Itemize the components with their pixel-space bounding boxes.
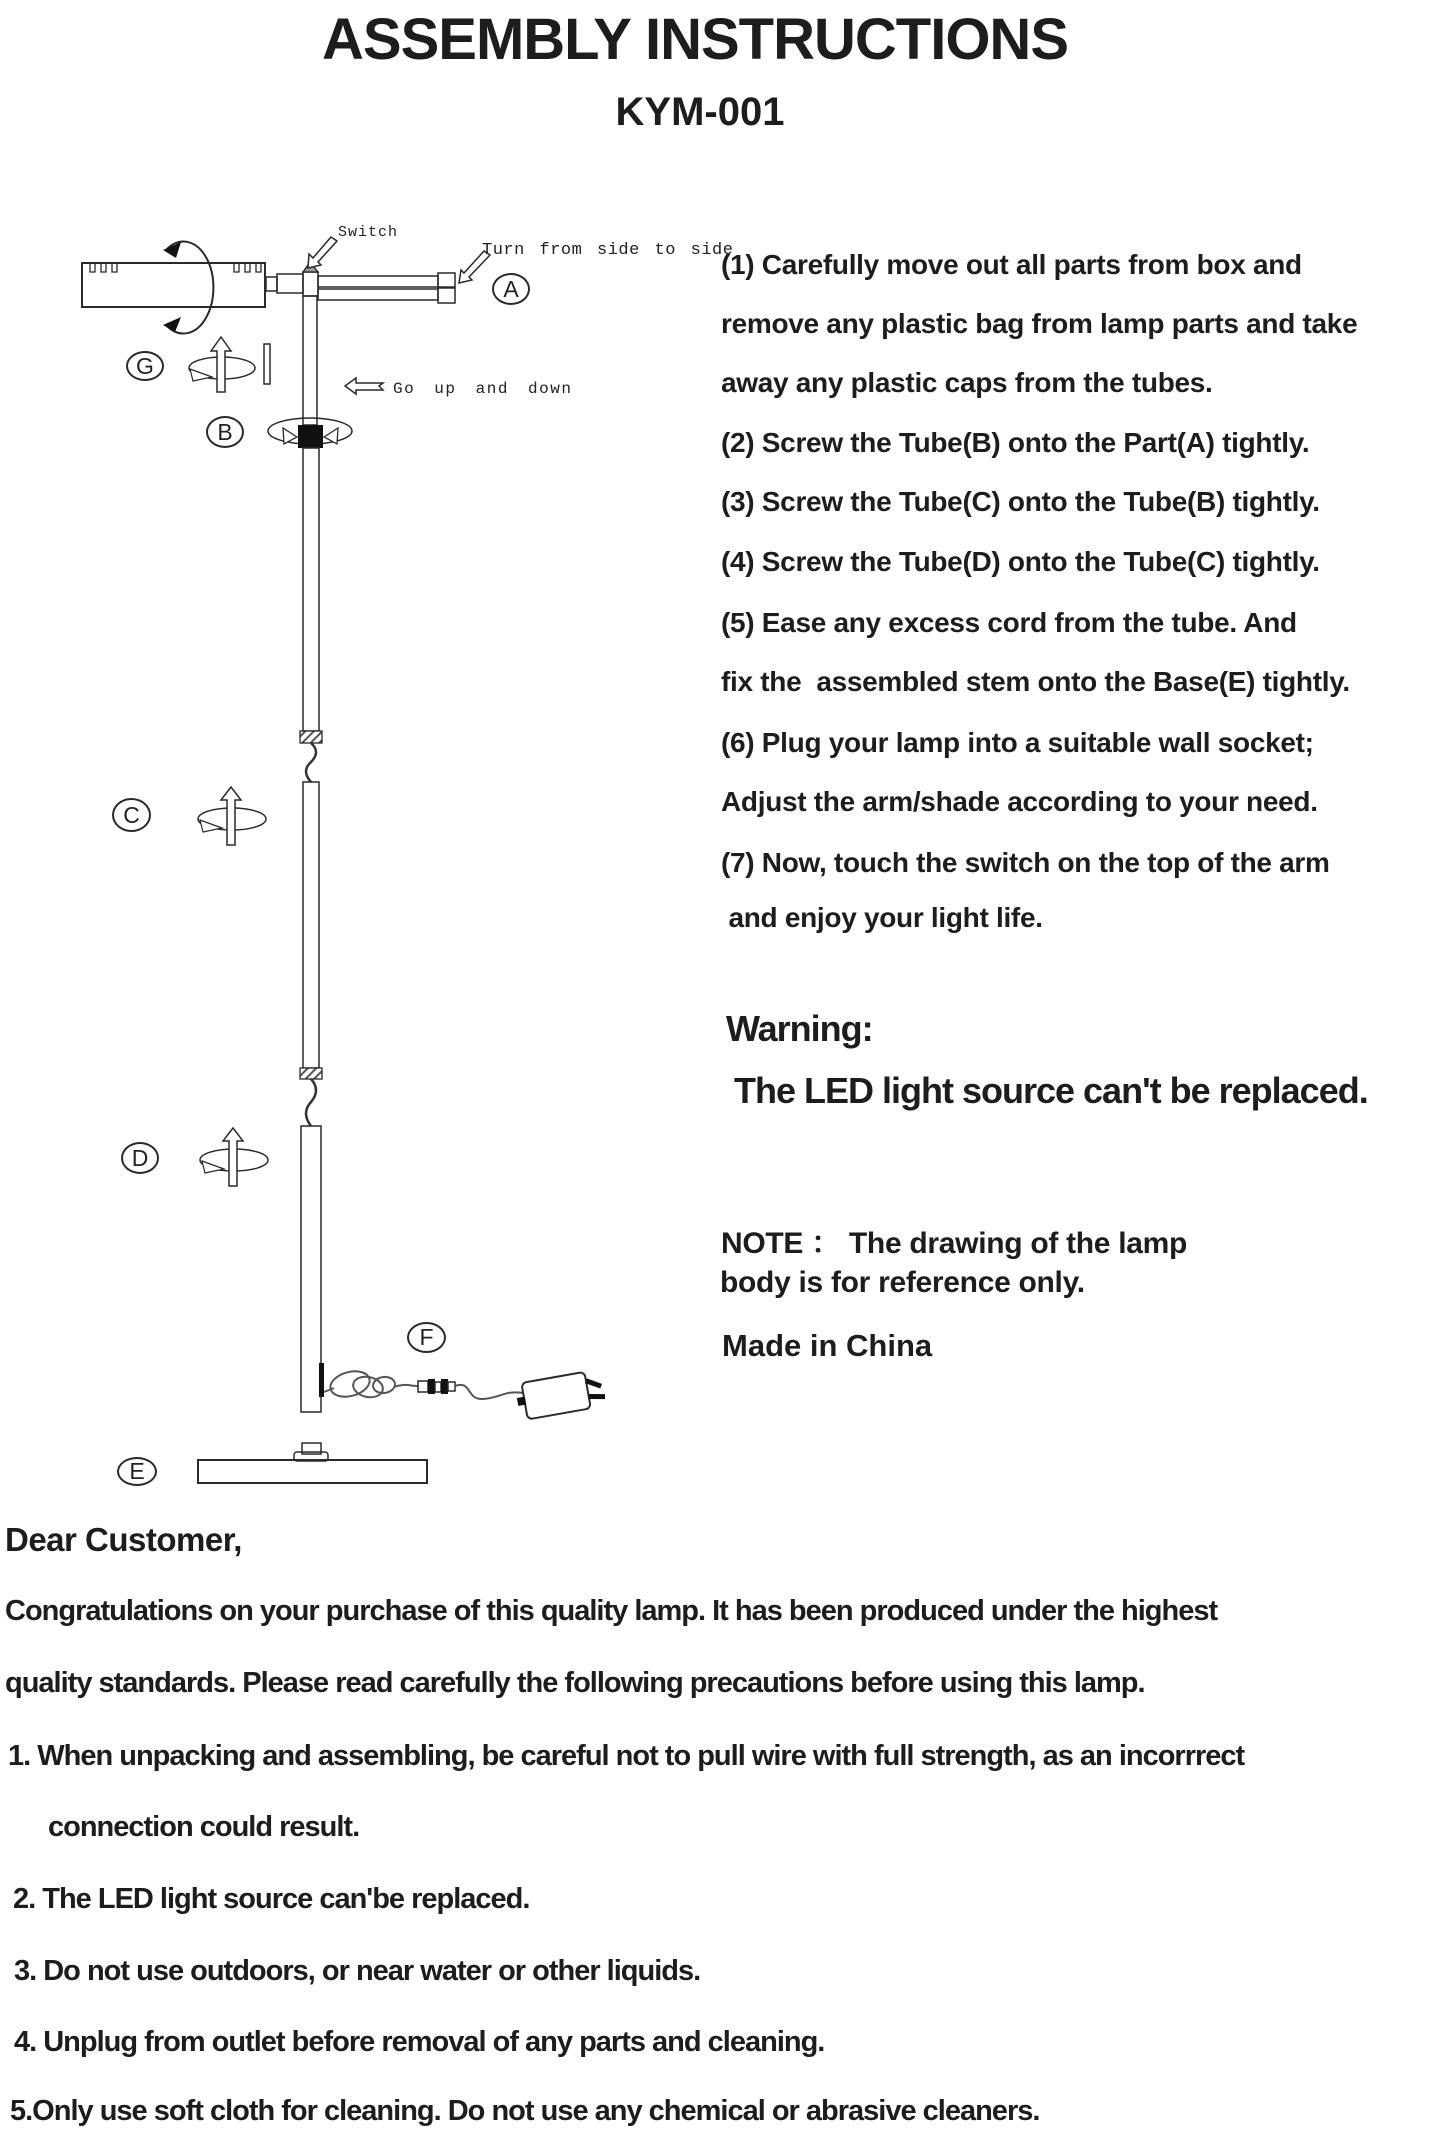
part-badge-a: A [492, 273, 530, 305]
instruction-line-11: (7) Now, touch the switch on the top of the arm [721, 847, 1330, 878]
customer-greeting: Dear Customer, [5, 1521, 242, 1558]
lamp-base [198, 1443, 427, 1483]
label-turn-side-to-side: Turn from side to side [482, 241, 734, 260]
go-up-down-arrow [345, 378, 383, 394]
precaution-3: 3. Do not use outdoors, or near water or other liquids. [14, 1955, 701, 1987]
cord-squiggle-2 [306, 1079, 316, 1126]
instruction-line-6: (4) Screw the Tube(D) onto the Tube(C) tightly. [721, 546, 1320, 577]
warning-text: The LED light source can't be replaced. [734, 1070, 1368, 1111]
instruction-line-5: (3) Screw the Tube(C) onto the Tube(B) tightly. [721, 486, 1320, 517]
part-badge-b: B [206, 416, 244, 448]
made-in-china: Made in China [722, 1328, 933, 1363]
precaution-5: 5.Only use soft cloth for cleaning. Do not use any chemical or abrasive cleaners. [10, 2095, 1040, 2127]
switch-pointer-arrow [308, 237, 337, 268]
part-b-rotation-icon [268, 418, 352, 448]
part-badge-d: D [121, 1142, 159, 1174]
tube-d [301, 1126, 321, 1412]
label-switch: Switch [338, 224, 399, 241]
upper-pole [303, 296, 317, 425]
label-go-up-and-down: Go up and down [393, 380, 573, 398]
precaution-1: 1. When unpacking and assembling, be careful not to pull wire with full strength, as an incorrrect [8, 1740, 1245, 1772]
note-line-2: body is for reference only. [720, 1266, 1085, 1299]
part-badge-e: E [117, 1457, 157, 1486]
cord-squiggle-1 [306, 743, 316, 782]
power-cord [319, 1363, 523, 1401]
model-number: KYM-001 [615, 90, 785, 134]
part-badge-f: F [407, 1322, 446, 1353]
lamp-head [82, 242, 265, 334]
note-line-1: NOTE ： The drawing of the lamp [721, 1227, 1188, 1260]
part-g-screw-icon [189, 337, 270, 392]
instruction-line-3: away any plastic caps from the tubes. [721, 367, 1213, 398]
intro-line-1: Congratulations on your purchase of this quality lamp. It has been produced under the highest [5, 1595, 1218, 1627]
precaution-1b: connection could result. [48, 1811, 360, 1843]
instruction-line-10: Adjust the arm/shade according to your need. [721, 786, 1318, 817]
instruction-line-7: (5) Ease any excess cord from the tube. And [721, 607, 1297, 638]
tube-c [300, 782, 322, 1079]
lamp-arm [318, 273, 455, 303]
instruction-line-8: fix the assembled stem onto the Base(E) tightly. [721, 666, 1350, 697]
instruction-line-4: (2) Screw the Tube(B) onto the Part(A) tightly. [721, 427, 1310, 458]
precaution-2: 2. The LED light source can'be replaced. [13, 1883, 530, 1915]
head-joint [266, 272, 318, 296]
part-badge-g: G [126, 351, 164, 381]
instruction-line-2: remove any plastic bag from lamp parts and take [721, 308, 1358, 339]
page-title: ASSEMBLY INSTRUCTIONS [322, 7, 1068, 72]
tube-b [300, 448, 322, 743]
part-c-screw-icon [198, 787, 266, 845]
instruction-line-9: (6) Plug your lamp into a suitable wall socket; [721, 727, 1314, 758]
precaution-4: 4. Unplug from outlet before removal of any parts and cleaning. [14, 2026, 825, 2058]
instruction-line-1: (1) Carefully move out all parts from box and [721, 249, 1302, 280]
part-badge-c: C [112, 798, 151, 832]
instruction-line-12: and enjoy your light life. [721, 902, 1043, 933]
warning-heading: Warning: [726, 1008, 873, 1049]
part-d-screw-icon [200, 1128, 268, 1186]
power-adapter [514, 1369, 606, 1421]
intro-line-2: quality standards. Please read carefully the following precautions before using this lamp. [5, 1667, 1145, 1699]
